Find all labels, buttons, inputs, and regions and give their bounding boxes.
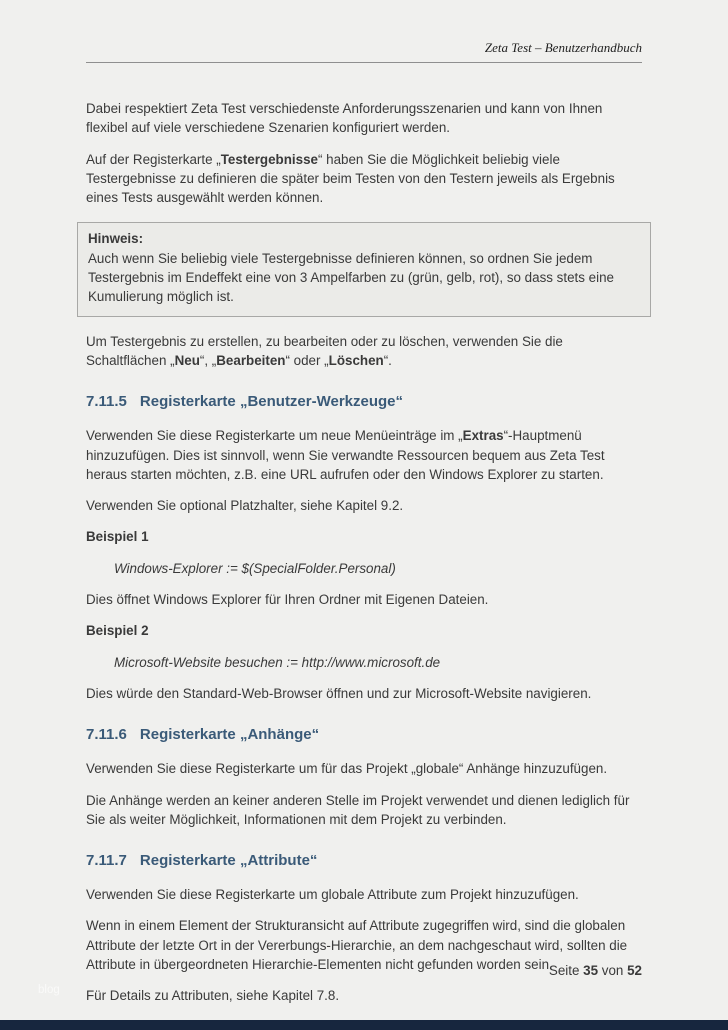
section-heading — [86, 392, 642, 412]
text-segment: Wenn in einem Element der Strukturansicht auf Attribute zugegriffen wird, sind die globalen Attribute der letzte Ort in der Vererbungs-Hierarchie, an dem nachgeschaut wird, sollten die Attribute in übergeordneten Hierarchie-Elementen nicht gefunden worden sein. — [86, 918, 628, 973]
page-header — [86, 0, 642, 63]
text-segment: Verwenden Sie diese Registerkarte um neue Menüeinträge im „ — [86, 428, 463, 444]
text-segment: Beispiel 1 — [86, 529, 149, 545]
text-segment: Testergebnisse — [220, 151, 318, 167]
text-segment: Beispiel 2 — [86, 623, 149, 639]
header-title: Zeta Test – Benutzerhandbuch — [484, 40, 642, 55]
text-segment: Dies würde den Standard-Web-Browser öffnen und zur Microsoft-Website navigieren. — [86, 685, 592, 701]
text-segment: Neu — [174, 352, 200, 368]
section-number: 7.11.5 — [86, 393, 127, 411]
text-segment: Um Testergebnis zu erstellen, zu bearbeiten oder zu löschen, verwenden Sie die Schaltflächen „ — [86, 333, 563, 368]
section-title: Registerkarte „Anhänge“ — [139, 726, 320, 744]
paragraph — [86, 759, 642, 778]
paragraph — [86, 885, 642, 904]
bottom-accent-bar — [0, 1020, 728, 1030]
footer-page-number: 35 — [583, 963, 599, 978]
text-segment: Die Anhänge werden an keiner anderen Stelle im Projekt verwendet und dienen lediglich für Sie als weiter Möglichkeit, Informationen mit dem Projekt zu verbinden. — [86, 792, 630, 827]
paragraph — [114, 559, 642, 578]
text-segment: “-Hauptmenü hinzuzufügen. Dies ist sinnvoll, wenn Sie verwandte Ressourcen bequem aus Zeta Test heraus starten möchten, z.B. eine URL aufrufen oder den Windows Explorer zu starten. — [86, 428, 605, 482]
paragraph — [86, 986, 642, 1005]
text-segment: Bearbeiten — [216, 352, 286, 368]
section-number: 7.11.6 — [86, 726, 127, 744]
text-segment: Löschen — [328, 352, 384, 368]
section-heading — [86, 725, 642, 745]
paragraph — [86, 684, 642, 703]
note-text — [88, 249, 640, 307]
text-segment: Verwenden Sie diese Registerkarte um globale Attribute zum Projekt hinzuzufügen. — [86, 887, 579, 903]
document-body — [86, 63, 642, 1006]
text-segment: Extras — [462, 428, 504, 444]
watermark-text: blog — [38, 984, 60, 996]
paragraph — [86, 527, 642, 546]
section-number: 7.11.7 — [86, 852, 127, 870]
paragraph — [86, 99, 642, 138]
paragraph — [114, 653, 642, 672]
footer-total-pages: 52 — [627, 963, 642, 978]
paragraph — [86, 791, 642, 830]
paragraph — [86, 150, 642, 208]
section-heading — [86, 851, 642, 871]
text-segment: “, „ — [199, 352, 217, 368]
section-title: Registerkarte „Benutzer-Werkzeuge“ — [139, 393, 404, 411]
paragraph — [86, 332, 642, 371]
note-box — [77, 222, 651, 316]
text-segment: Windows-Explorer := $(SpecialFolder.Personal) — [114, 560, 396, 576]
paragraph — [86, 590, 642, 609]
text-segment: Für Details zu Attributen, siehe Kapitel 7.8. — [86, 988, 340, 1004]
text-segment: Verwenden Sie diese Registerkarte um für das Projekt „globale“ Anhänge hinzuzufügen. — [86, 761, 608, 777]
text-segment: “ oder „ — [285, 352, 329, 368]
section-title: Registerkarte „Attribute“ — [139, 852, 318, 870]
text-segment: Dies öffnet Windows Explorer für Ihren Ordner mit Eigenen Dateien. — [86, 592, 489, 608]
footer-separator: von — [598, 963, 628, 978]
page-footer — [549, 963, 642, 978]
note-title: Hinweis: — [88, 231, 144, 247]
text-segment: Microsoft-Website besuchen := http://www.microsoft.de — [114, 654, 441, 670]
text-segment: “. — [383, 352, 392, 368]
paragraph — [86, 496, 642, 515]
paragraph — [86, 426, 642, 484]
text-segment: Auch wenn Sie beliebig viele Testergebnisse definieren können, so ordnen Sie jedem Testergebnis im Endeffekt eine von 3 Ampelfarben zu (grün, gelb, rot), so dass stets eine Kumulierung möglich ist. — [88, 250, 614, 305]
paragraph — [86, 621, 642, 640]
footer-label: Seite — [548, 963, 584, 978]
text-segment: Auf der Registerkarte „ — [86, 151, 221, 167]
text-segment: Verwenden Sie optional Platzhalter, siehe Kapitel 9.2. — [86, 498, 404, 514]
text-segment: Dabei respektiert Zeta Test verschiedenste Anforderungsszenarien und kann von Ihnen flexibel auf viele verschiedene Szenarien konfiguriert werden. — [86, 101, 603, 136]
text-segment: “ haben Sie die Möglichkeit beliebig viele Testergebnisse zu definieren die später beim Testen von den Testern jeweils als Ergebnis eines Tests ausgewählt werden können. — [86, 151, 615, 206]
